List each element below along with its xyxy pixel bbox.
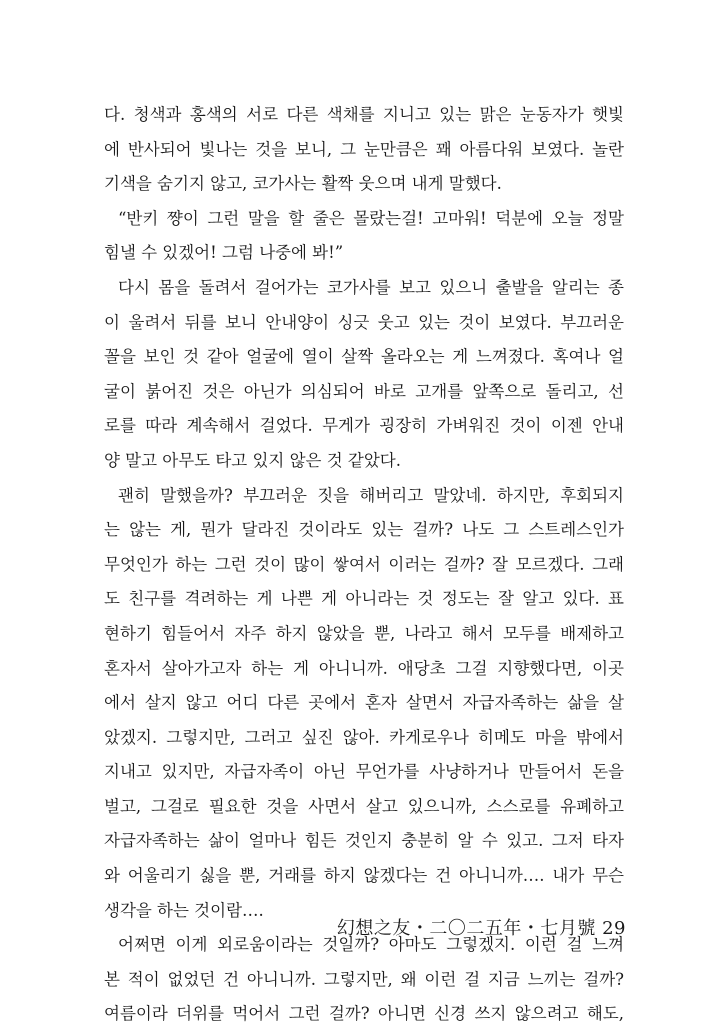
page-footer: 幻想之友・二〇二五年・七月號 29	[336, 918, 626, 939]
text-line: 에 반사되어 빛나는 것을 보니, 그 눈만큼은 꽤 아름다워 보였다. 놀란	[104, 139, 624, 159]
text-line: 벌고, 그걸로 필요한 것을 사면서 살고 있으니까, 스스로를 유폐하고	[104, 796, 624, 816]
text-line: 에서 살지 않고 어디 다른 곳에서 혼자 살면서 자급자족하는 삶을 살	[104, 693, 624, 713]
text-line: 도 친구를 격려하는 게 나쁜 게 아니라는 것 정도는 잘 알고 있다. 표	[104, 589, 624, 609]
text-line: 지내고 있지만, 자급자족이 아닌 무언가를 사냥하거나 만들어서 돈을	[104, 762, 624, 782]
text-line: 았겠지. 그렇지만, 그러고 싶진 않아. 카게로우나 히메도 마을 밖에서	[104, 727, 624, 747]
text-line: 생각을 하는 것이람….	[104, 900, 264, 920]
text-line: 기색을 숨기지 않고, 코가사는 활짝 웃으며 내게 말했다.	[104, 174, 502, 194]
text-line: 이 울려서 뒤를 보니 안내양이 싱긋 웃고 있는 것이 보였다. 부끄러운	[104, 312, 624, 332]
text-line: 양 말고 아무도 타고 있지 않은 것 같았다.	[104, 450, 401, 470]
text-line: 무엇인가 하는 그런 것이 많이 쌓여서 이러는 걸까? 잘 모르겠다. 그래	[104, 554, 624, 574]
text-line: 와 어울리기 싫을 뿐, 거래를 하지 않겠다는 건 아니니까…. 내가 무슨	[104, 866, 624, 886]
text-line: 괜히 말했을까? 부끄러운 짓을 해버리고 말았네. 하지만, 후회되지	[118, 485, 624, 505]
text-line: 힘낼 수 있겠어! 그럼 나중에 봐!”	[104, 243, 344, 263]
text-line: 로를 따라 계속해서 걸었다. 무게가 굉장히 가벼워진 것이 이젠 안내	[104, 416, 624, 436]
text-line: 다. 청색과 홍색의 서로 다른 색채를 지니고 있는 맑은 눈동자가 햇빛	[104, 105, 624, 124]
text-line: 자급자족하는 삶이 얼마나 힘든 것인지 충분히 알 수 있고. 그저 타자	[104, 831, 624, 851]
text-line: 굴이 붉어진 것은 아닌가 의심되어 바로 고개를 앞쪽으로 돌리고, 선	[104, 381, 624, 401]
text-line: 꼴을 보인 것 같아 얼굴에 열이 살짝 올라오는 게 느껴졌다. 혹여나 얼	[104, 347, 624, 367]
text-line: 본 적이 없었던 건 아니니까. 그렇지만, 왜 이런 걸 지금 느끼는 걸까?	[104, 969, 624, 989]
text-line: 는 않는 게, 뭔가 달라진 것이라도 있는 걸까? 나도 그 스트레스인가	[104, 520, 624, 540]
text-line: 현하기 힘들어서 자주 하지 않았을 뿐, 나라고 해서 모두를 배제하고	[104, 623, 624, 643]
text-line: “반키 쨩이 그런 말을 할 줄은 몰랐는걸! 고마워! 덕분에 오늘 정말	[118, 208, 624, 228]
body-text	[104, 98, 624, 1032]
text-line: 혼자서 살아가고자 하는 게 아니니까. 애당초 그걸 지향했다면, 이곳	[104, 658, 624, 678]
text-line: 여름이라 더위를 먹어서 그런 걸까? 아니면 신경 쓰지 않으려고 해도,	[104, 1004, 624, 1024]
text-line: 다시 몸을 돌려서 걸어가는 코가사를 보고 있으니 출발을 알리는 종	[118, 277, 624, 297]
text-line: 어쩌면 이게 외로움이라는 것일까? 아마도 그렇겠지. 이런 걸 느껴	[118, 935, 624, 955]
